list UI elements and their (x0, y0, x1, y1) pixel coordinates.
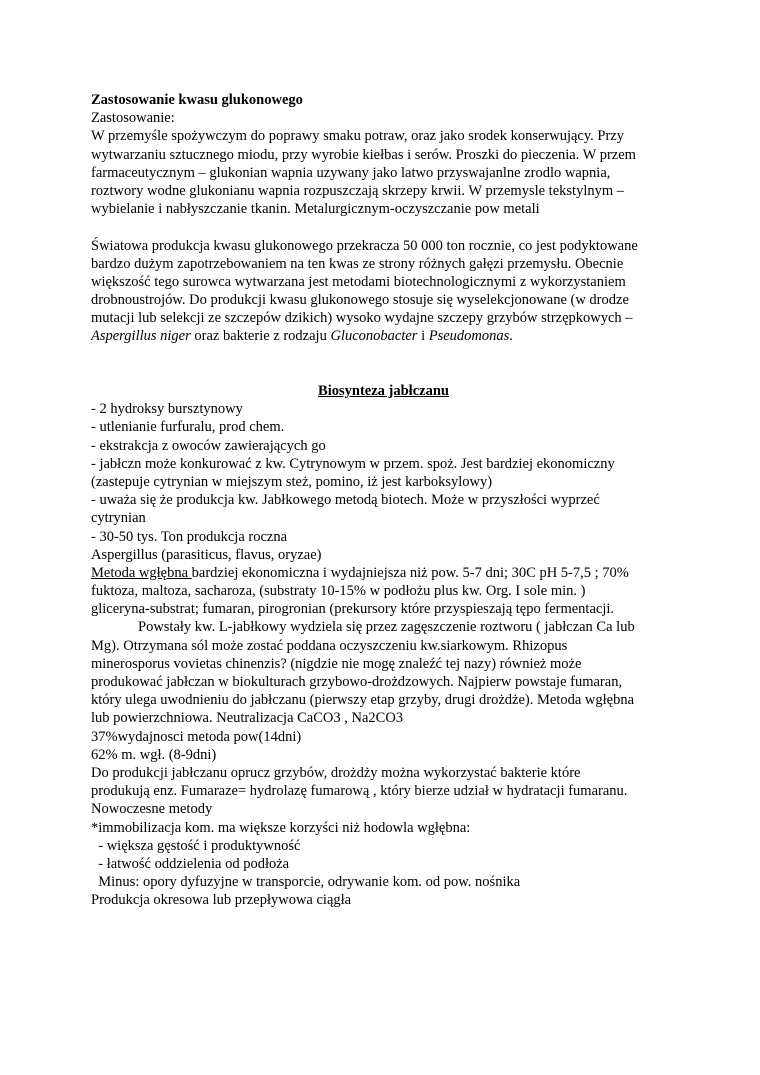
species-aspergillus: Aspergillus niger (91, 328, 191, 345)
paragraph-line: gliceryna-substrat; fumaran, pirogronian (prekursory które przyspieszają tępo fermentacji. (91, 601, 615, 618)
paragraph-line-species (91, 327, 676, 345)
list-item: - uważa się że produkcja kw. Jabłkowego metodą biotech. Może w przyszłości wyprzeć (91, 492, 600, 509)
metoda-label: Metoda wgłębna (91, 564, 192, 581)
spacer (91, 218, 676, 236)
text-fragment: oraz bakterie z rodzaju (190, 328, 331, 345)
paragraph-line: - większa gęstość i produktywność (91, 837, 301, 854)
paragraph-line: - łatwość oddzielenia od podłoża (91, 855, 290, 872)
malate-details (91, 637, 676, 910)
list-item: - 2 hydroksy bursztynowy (91, 401, 243, 418)
text-fragment: . (509, 328, 513, 345)
list-item: Aspergillus (parasiticus, flavus, oryzae) (91, 546, 322, 563)
paragraph-line: Nowoczesne metody (91, 801, 213, 818)
paragraph-line: Światowa produkcja kwasu glukonowego przekracza 50 000 ton rocznie, co jest podyktowane (91, 237, 638, 254)
paragraph-line: mutacji lub selekcji ze szczepów dzikich) wysoko wydajne szczepy grzybów strzępkowych – (91, 310, 633, 327)
list-item: - ekstrakcja z owoców zawierających go (91, 437, 326, 454)
genus-gluconobacter: Gluconobacter (330, 328, 418, 345)
paragraph-line: wybielanie i nabłyszczanie tkanin. Metalurgicznym-oczyszczanie pow metali (91, 201, 540, 218)
paragraph-line: 62% m. wgł. (8-9dni) (91, 746, 217, 763)
document-page (91, 91, 676, 909)
text-fragment: i (417, 328, 429, 345)
subtitle-zastosowanie: Zastosowanie: (91, 110, 175, 127)
paragraph-applications (91, 127, 676, 218)
list-item: - 30-50 tys. Ton produkcja roczna (91, 528, 288, 545)
list-item: - jabłczn może konkurować z kw. Cytrynowym w przem. spoż. Jest bardziej ekonomiczny (91, 455, 615, 472)
paragraph-line: wytwarzaniu sztucznego miodu, przy wyrobie kiełbas i serów. Proszki do pieczenia. W przem (91, 146, 636, 163)
paragraph-line: roztwory wodne glukonianu wapnia rozpuszczają skrzepy krwii. W przemysle tekstylnym – (91, 182, 624, 199)
paragraph-line: produkują enz. Fumaraze= hydrolazę fumarową , który bierze udział w hydratacji fumaranu. (91, 783, 628, 800)
paragraph-line: farmaceutycznym – glukonian wapnia uzywany jako latwo przyswajanlne zrodlo wapnia, (91, 164, 611, 181)
malate-list (91, 400, 676, 564)
paragraph-line: drobnoustrojów. Do produkcji kwasu glukonowego stosuje się wyselekcjonowane (w drodze (91, 292, 629, 309)
paragraph-line: większość tego surowca wytwarzana jest metodami biotechnologicznymi z wykorzystaniem (91, 273, 626, 290)
paragraph-line: fuktoza, maltoza, sacharoza, (substraty 10-15% w podłożu plus kw. Org. I sole min. ) (91, 583, 586, 600)
paragraph-line: 37%wydajnosci metoda pow(14dni) (91, 728, 302, 745)
paragraph-line: lub powierzchniowa. Neutralizacja CaCO3 , Na2CO3 (91, 710, 404, 727)
paragraph-line: Mg). Otrzymana sól może zostać poddana oczyszczeniu kw.siarkowym. Rhizopus (91, 637, 568, 654)
list-item: - utlenianie furfuralu, prod chem. (91, 419, 285, 436)
metoda-text: bardziej ekonomiczna i wydajniejsza niż pow. 5-7 dni; 30C pH 5-7,5 ; 70% (191, 564, 629, 581)
metoda-line (91, 564, 676, 582)
paragraph-line: Produkcja okresowa lub przepływowa ciągła (91, 892, 352, 909)
paragraph-line: Minus: opory dyfuzyjne w transporcie, odrywanie kom. od pow. nośnika (91, 874, 521, 891)
paragraph-line: W przemyśle spożywczym do poprawy smaku potraw, oraz jako srodek konserwujący. Przy (91, 128, 624, 145)
list-item: (zastepuje cytrynian w miejszym steż, pomino, iż jest karboksylowy) (91, 473, 493, 490)
section-title-malate: Biosynteza jabłczanu (318, 383, 449, 400)
paragraph-line: który ulega uwodnieniu do jabłczanu (pierwszy etap grzyby, drugi drożdże). Metoda wgłębna (91, 692, 635, 709)
section-title-gluconic: Zastosowanie kwasu glukonowego (91, 92, 303, 108)
list-item: cytrynian (91, 510, 146, 527)
paragraph-world-production (91, 237, 676, 346)
paragraph-line: minerosporus vovietas chinenzis? (nigdzie nie mogę znaleźć tej nazy) również może (91, 655, 582, 672)
paragraph-line: Do produkcji jabłczanu oprucz grzybów, drożdży można wykorzystać bakterie które (91, 764, 581, 781)
paragraph-line: produkować jabłczan w biokulturach grzybowo-drożdzowych. Najpierw powstaje fumaran, (91, 674, 623, 691)
paragraph-line-indented: Powstały kw. L-jabłkowy wydziela się przez zagęszczenie roztworu ( jabłczan Ca lub (138, 619, 635, 636)
paragraph-line: bardzo dużym zapotrzebowaniem na ten kwas ze strony różnych gałęzi przemysłu. Obecnie (91, 255, 624, 272)
genus-pseudomonas: Pseudomonas (428, 328, 510, 345)
spacer (91, 346, 676, 382)
paragraph-line: *immobilizacja kom. ma większe korzyści niż hodowla wgłębna: (91, 819, 471, 836)
